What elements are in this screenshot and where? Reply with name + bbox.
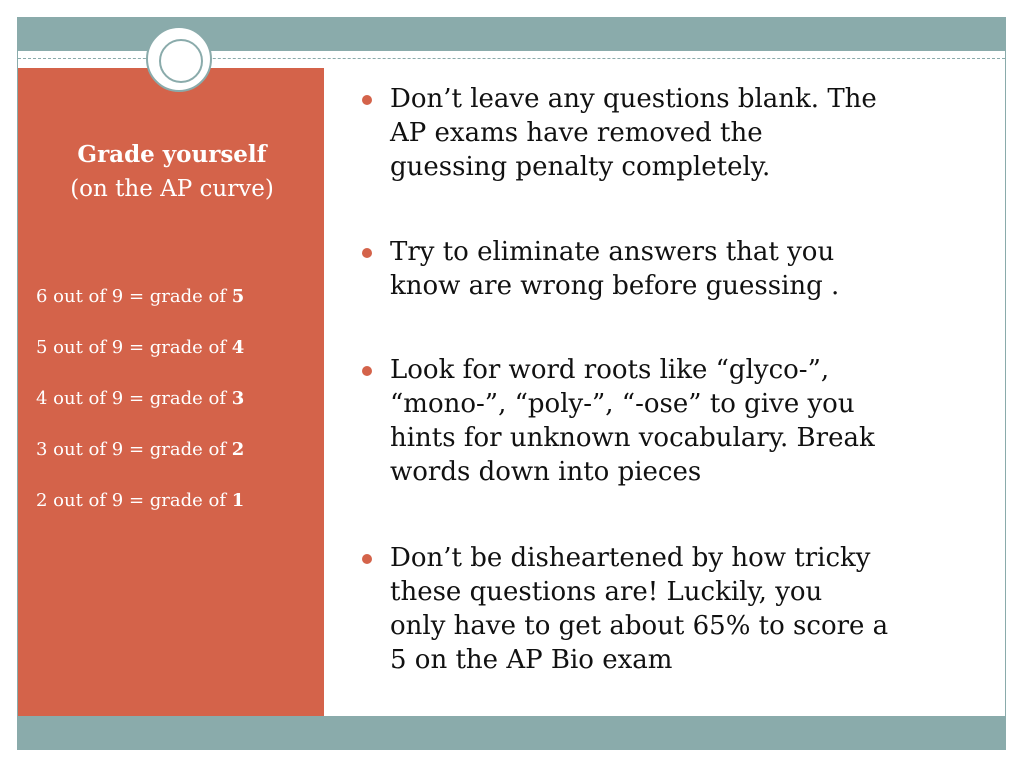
- bullet-item: [362, 82, 877, 184]
- subtitle-text: (on the AP curve): [70, 176, 274, 202]
- bullet-line: words down into pieces: [390, 457, 702, 487]
- grade-label: 5 out of 9 = grade of: [36, 337, 232, 358]
- bullet-line: Don’t leave any questions blank. The: [390, 84, 877, 114]
- bullet-item: [362, 541, 888, 677]
- grade-row: [36, 283, 316, 334]
- grade-value: 3: [231, 388, 245, 409]
- grade-row: [36, 436, 316, 487]
- sidebar-title: [22, 138, 322, 206]
- bullet-item: [362, 235, 839, 303]
- bullet-dot-icon: [362, 554, 372, 564]
- bottom-band: [18, 716, 1005, 749]
- bullet-dot-icon: [362, 366, 372, 376]
- grade-value: 1: [231, 490, 245, 511]
- grade-list: [36, 283, 316, 538]
- bullet-line: know are wrong before guessing .: [390, 271, 840, 301]
- bullet-line: 5 on the AP Bio exam: [390, 645, 673, 675]
- grade-value: 5: [231, 286, 245, 307]
- bullet-line: guessing penalty completely.: [390, 152, 771, 182]
- bullet-dot-icon: [362, 95, 372, 105]
- grade-row: [36, 334, 316, 385]
- inner-circle: [159, 39, 203, 83]
- title-text: Grade yourself: [77, 141, 267, 168]
- bullet-line: “mono-”, “poly-”, “-ose” to give you: [390, 389, 855, 419]
- circle-ornament-icon: [146, 26, 212, 92]
- grade-value: 2: [231, 439, 245, 460]
- bullet-line: Look for word roots like “glyco-”,: [390, 355, 830, 385]
- grade-row: [36, 385, 316, 436]
- bullet-line: Try to eliminate answers that you: [390, 237, 835, 267]
- grade-label: 2 out of 9 = grade of: [36, 490, 232, 511]
- grade-value: 4: [231, 337, 245, 358]
- bullet-line: these questions are! Luckily, you: [390, 577, 823, 607]
- bullet-item: [362, 353, 875, 489]
- bullet-line: AP exams have removed the: [390, 118, 763, 148]
- grade-label: 4 out of 9 = grade of: [36, 388, 232, 409]
- bullet-dot-icon: [362, 248, 372, 258]
- bullet-line: hints for unknown vocabulary. Break: [390, 423, 875, 453]
- grade-row: [36, 487, 316, 538]
- grade-label: 6 out of 9 = grade of: [36, 286, 232, 307]
- grade-label: 3 out of 9 = grade of: [36, 439, 232, 460]
- bullet-line: Don’t be disheartened by how tricky: [390, 543, 871, 573]
- bullet-line: only have to get about 65% to score a: [390, 611, 889, 641]
